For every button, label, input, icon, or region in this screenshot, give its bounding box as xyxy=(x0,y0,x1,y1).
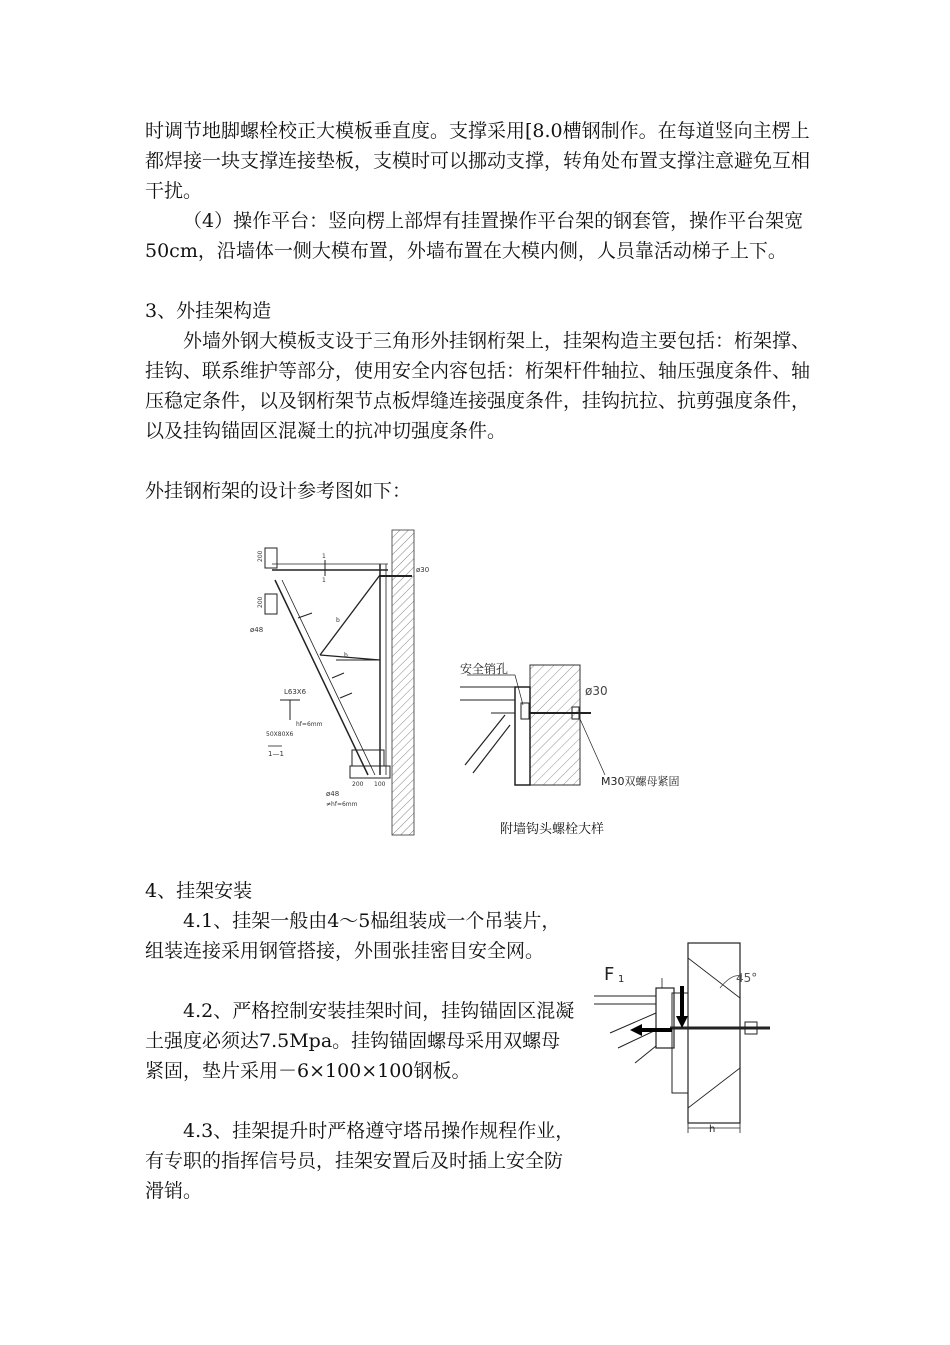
label-phi30-detail: ø30 xyxy=(585,684,608,698)
label-200-mid: 200 xyxy=(257,596,264,608)
truss-drawing xyxy=(240,520,440,840)
wall-section xyxy=(530,665,580,785)
wall-block xyxy=(688,943,740,1123)
label-phi48-bottom: ø48 xyxy=(326,790,340,798)
label-force: F xyxy=(604,964,615,985)
label-200-bottom: 200 xyxy=(352,781,364,788)
section-3-body: 外墙外钢大模板支设于三角形外挂钢桁架上，挂架构造主要包括：桁架撑、挂钩、联系维护等部分，使用安全内容包括：桁架杆件轴拉、轴压强度条件、轴压稳定条件，以及钢桁架节点板焊缝连接强度条件，挂钩抗拉、抗剪强度条件，以及挂钩锚固区混凝土的抗冲切强度条件。 xyxy=(145,330,811,442)
section-4-item-3: 4.3、挂架提升时严格遵守塔吊操作规程作业，有专职的指挥信号员，挂架安置后及时插上安全防滑销。 xyxy=(145,1120,575,1202)
label-mark-a: b xyxy=(336,617,340,624)
label-angle-45: 45° xyxy=(736,971,758,985)
intro-paragraph-1: 时调节地脚螺栓校正大模板垂直度。支撑采用[8.0槽钢制作。在每道竖向主楞上都焊接一块支撑连接垫板，支模时可以挪动支撑，转角处布置支撑注意避免互相干扰。 xyxy=(145,120,811,202)
inner-brace-2 xyxy=(320,655,380,660)
label-weld-top: hf=6mm xyxy=(296,721,323,728)
label-force-sub: 1 xyxy=(618,974,625,985)
figure-caption: 附墙钩头螺栓大样 xyxy=(500,822,605,837)
inner-brace-1 xyxy=(320,575,380,655)
label-one-a: 1 xyxy=(322,553,326,560)
label-mark-b: b xyxy=(344,652,348,659)
label-100: 100 xyxy=(374,781,386,788)
label-phi30: ø30 xyxy=(416,566,430,574)
hook-bolt-detail xyxy=(455,655,705,795)
label-one-b: 1 xyxy=(322,577,326,584)
section-3-reference: 外挂钢桁架的设计参考图如下： xyxy=(145,480,412,502)
section-4-heading: 4、挂架安装 xyxy=(145,880,253,902)
label-angle: L63X6 xyxy=(284,688,307,696)
section-4-item-1: 4.1、挂架一般由4～5榀组装成一个吊装片，组装连接采用钢管搭接，外围张挂密目安全网。 xyxy=(145,910,561,962)
label-phi48-top: ø48 xyxy=(250,626,264,634)
label-weld-bottom: ≠hf=6mm xyxy=(326,801,358,808)
intro-paragraph-2: （4）操作平台：竖向楞上部焊有挂置操作平台架的钢套管，操作平台架宽50cm，沿墙体一侧大模布置，外墙布置在大模内侧，人员靠活动梯子上下。 xyxy=(145,210,804,262)
label-dim-h: h xyxy=(709,1124,716,1135)
label-safety-hole: 安全销孔 xyxy=(460,662,509,676)
label-200-top: 200 xyxy=(257,550,264,562)
label-section: 1—1 xyxy=(268,750,284,758)
label-nut: M30双螺母紧固 xyxy=(601,775,680,788)
force-diagram xyxy=(590,938,790,1138)
label-plate: 50X80X6 xyxy=(266,731,294,738)
section-3-heading: 3、外挂架构造 xyxy=(145,300,272,322)
section-4-item-2: 4.2、严格控制安装挂架时间，挂钩锚固区混凝土强度必须达7.5Mpa。挂钩锚固螺母采用双螺母紧固，垫片采用－6×100×100钢板。 xyxy=(145,1000,575,1082)
